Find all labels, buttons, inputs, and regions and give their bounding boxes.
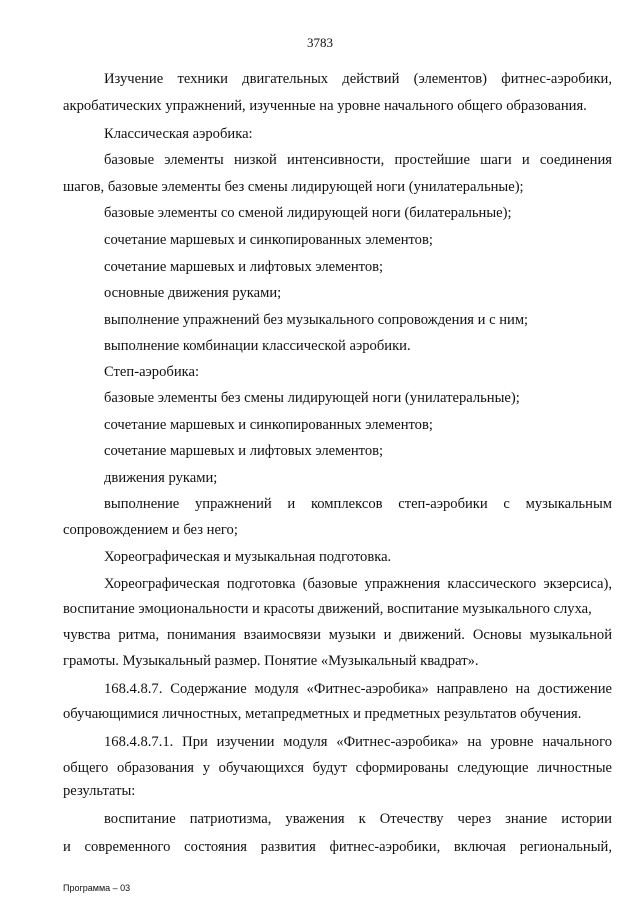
text-line: базовые элементы низкой интенсивности, простейшие шаги и соединения bbox=[104, 152, 612, 168]
text-line: воспитание эмоциональности и красоты движений, воспитание музыкального слуха, bbox=[63, 601, 592, 617]
text-line: сочетание маршевых и лифтовых элементов; bbox=[104, 259, 384, 275]
text-line: выполнение упражнений и комплексов степ-аэробики с музыкальным bbox=[104, 496, 612, 512]
text-line: грамоты. Музыкальный размер. Понятие «Музыкальный квадрат». bbox=[63, 653, 479, 669]
text-line: движения руками; bbox=[104, 470, 218, 486]
text-line: воспитание патриотизма, уважения к Отечеству через знание истории bbox=[104, 811, 612, 827]
footer-label: Программа – 03 bbox=[63, 883, 131, 893]
text-line: основные движения руками; bbox=[104, 285, 282, 301]
text-line: базовые элементы со сменой лидирующей ноги (билатеральные); bbox=[104, 205, 512, 221]
text-line: акробатических упражнений, изученные на уровне начального общего образования. bbox=[63, 98, 587, 114]
text-line: чувства ритма, понимания взаимосвязи музыки и движений. Основы музыкальной bbox=[63, 627, 612, 643]
text-line: сопровождением и без него; bbox=[63, 522, 238, 538]
text-line: базовые элементы без смены лидирующей ноги (унилатеральные); bbox=[104, 390, 520, 406]
text-line: Изучение техники двигательных действий (элементов) фитнес-аэробики, bbox=[104, 71, 612, 87]
text-line: выполнение комбинации классической аэробики. bbox=[104, 338, 411, 354]
text-line: Хореографическая подготовка (базовые упражнения классического экзерсиса), bbox=[104, 576, 612, 592]
text-line: Степ-аэробика: bbox=[104, 364, 200, 380]
page-number: 3783 bbox=[307, 35, 333, 50]
text-line: общего образования у обучающихся будут сформированы следующие личностные bbox=[63, 760, 612, 776]
text-line: сочетание маршевых и синкопированных элементов; bbox=[104, 417, 433, 433]
text-line: шагов, базовые элементы без смены лидирующей ноги (унилатеральные); bbox=[63, 179, 524, 195]
text-line: и современного состояния развития фитнес-аэробики, включая региональный, bbox=[63, 839, 612, 855]
text-line: 168.4.8.7. Содержание модуля «Фитнес-аэробика» направлено на достижение bbox=[104, 681, 612, 697]
text-line: результаты: bbox=[63, 783, 136, 799]
text-line: сочетание маршевых и синкопированных элементов; bbox=[104, 232, 433, 248]
text-line: 168.4.8.7.1. При изучении модуля «Фитнес-аэробика» на уровне начального bbox=[104, 734, 612, 750]
text-line: Классическая аэробика: bbox=[104, 126, 253, 142]
text-line: обучающимися личностных, метапредметных и предметных результатов обучения. bbox=[63, 706, 582, 722]
text-line: сочетание маршевых и лифтовых элементов; bbox=[104, 443, 384, 459]
text-line: выполнение упражнений без музыкального сопровождения и с ним; bbox=[104, 312, 529, 328]
text-line: Хореографическая и музыкальная подготовка. bbox=[104, 549, 392, 565]
